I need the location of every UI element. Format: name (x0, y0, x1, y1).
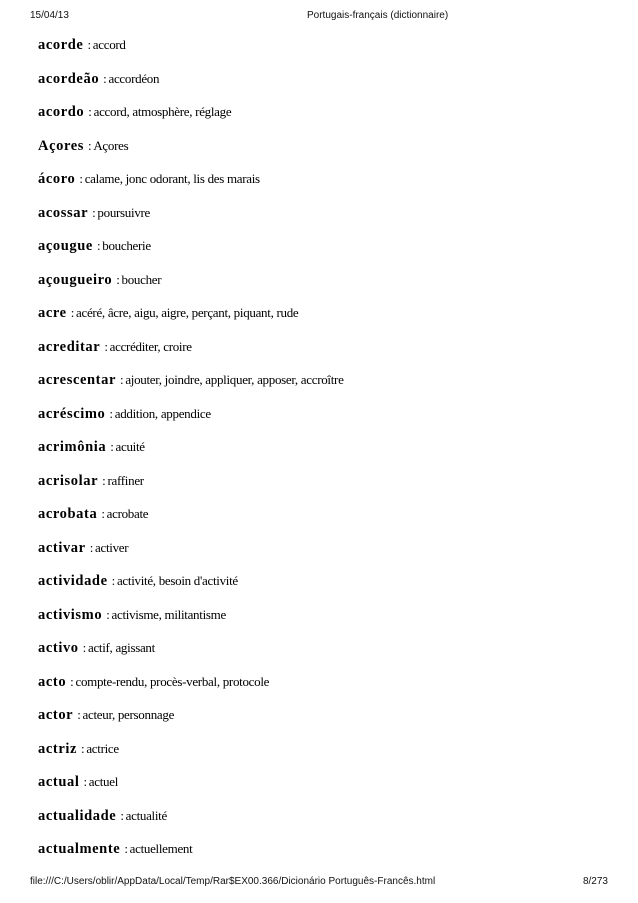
entry-headword: acrimônia (38, 439, 107, 455)
entry-translation: poursuivre (97, 204, 151, 220)
dictionary-entry (38, 807, 618, 841)
print-header (30, 10, 608, 26)
dictionary-entry (38, 505, 618, 539)
dictionary-entry (38, 304, 618, 338)
entry-headword: activar (38, 539, 86, 556)
entry-translation: raffiner (107, 472, 144, 488)
entry-translation: accord (92, 37, 126, 52)
entry-translation: addition, appendice (114, 405, 211, 421)
entry-headword: actriz (38, 740, 78, 757)
entry-translation: acéré, âcre, aigu, aigre, perçant, piquant, rude (76, 305, 299, 320)
dictionary-entry-list (38, 36, 618, 874)
entry-translation: boucher (121, 271, 162, 287)
entry-translation: activisme, militantisme (111, 606, 226, 622)
entry-separator: : (124, 841, 128, 856)
entry-separator: : (116, 271, 120, 287)
entry-translation: calame, jonc odorant, lis des marais (84, 171, 260, 186)
dictionary-entry (38, 438, 618, 472)
entry-headword: acrescentar (38, 372, 116, 388)
dictionary-entry (38, 572, 618, 606)
entry-headword: activismo (38, 606, 103, 623)
entry-separator: : (77, 707, 81, 722)
entry-separator: : (83, 774, 87, 789)
entry-headword: acre (38, 305, 67, 321)
entry-separator: : (104, 338, 108, 354)
entry-headword: activo (38, 640, 79, 656)
entry-headword: actual (38, 774, 80, 790)
dictionary-entry (38, 170, 618, 204)
entry-translation: accréditer, croire (109, 338, 192, 354)
page-number: 8/273 (582, 876, 608, 887)
entry-translation: accordéon (108, 70, 160, 86)
dictionary-entry (38, 371, 618, 405)
dictionary-entry (38, 740, 618, 774)
entry-separator: : (102, 472, 106, 488)
entry-headword: acordeão (38, 70, 100, 87)
print-date: 15/04/13 (30, 10, 69, 21)
dictionary-entry (38, 539, 618, 573)
entry-headword: Açores (38, 137, 85, 154)
entry-translation: actrice (86, 740, 119, 756)
document-title: Portugais-français (dictionnaire) (307, 10, 449, 21)
dictionary-entry (38, 639, 618, 673)
entry-translation: ajouter, joindre, appliquer, apposer, accroître (125, 372, 344, 387)
entry-separator: : (81, 740, 85, 756)
entry-translation: accord, atmosphère, réglage (93, 104, 232, 119)
entry-separator: : (88, 104, 92, 119)
dictionary-entry (38, 338, 618, 372)
entry-headword: açougueiro (38, 271, 113, 288)
dictionary-entry (38, 840, 618, 874)
entry-headword: acrisolar (38, 472, 99, 489)
entry-separator: : (88, 137, 92, 153)
dictionary-entry (38, 271, 618, 305)
entry-headword: açougue (38, 238, 93, 254)
entry-headword: acreditar (38, 338, 101, 355)
dictionary-entry (38, 36, 618, 70)
entry-headword: ácoro (38, 171, 76, 187)
entry-translation: actif, agissant (87, 640, 155, 655)
entry-translation: acuité (115, 439, 145, 454)
print-footer (30, 876, 608, 892)
entry-separator: : (92, 204, 96, 220)
entry-translation: compte-rendu, procès-verbal, protocole (75, 673, 270, 689)
entry-separator: : (70, 673, 74, 689)
entry-headword: acréscimo (38, 405, 106, 422)
entry-headword: actualidade (38, 807, 117, 824)
dictionary-entry (38, 673, 618, 707)
entry-translation: actuellement (129, 841, 193, 856)
entry-headword: actualmente (38, 841, 121, 857)
entry-translation: activer (95, 539, 129, 555)
file-path: file:///C:/Users/oblir/AppData/Local/Temp/Rar$EX00.366/Dicionário Português-Francês.html (30, 876, 436, 887)
dictionary-entry (38, 405, 618, 439)
dictionary-entry (38, 773, 618, 807)
dictionary-entry (38, 237, 618, 271)
entry-translation: actualité (125, 807, 167, 823)
entry-separator: : (70, 305, 75, 320)
dictionary-entry (38, 472, 618, 506)
dictionary-entry (38, 137, 618, 171)
entry-separator: : (103, 70, 107, 86)
entry-separator: : (111, 573, 115, 588)
dictionary-entry (38, 606, 618, 640)
dictionary-entry (38, 204, 618, 238)
entry-separator: : (110, 439, 114, 454)
entry-separator: : (96, 238, 101, 253)
dictionary-entry (38, 70, 618, 104)
dictionary-entry (38, 103, 618, 137)
entry-translation: activité, besoin d'activité (116, 573, 238, 588)
entry-separator: : (79, 171, 83, 186)
entry-separator: : (109, 405, 113, 421)
entry-translation: Açores (93, 137, 129, 153)
entry-separator: : (120, 807, 124, 823)
entry-headword: acordo (38, 104, 85, 120)
entry-separator: : (106, 606, 110, 622)
entry-headword: acossar (38, 204, 89, 221)
entry-headword: acrobata (38, 506, 98, 522)
entry-separator: : (82, 640, 86, 655)
dictionary-entry (38, 706, 618, 740)
entry-separator: : (101, 506, 105, 521)
entry-separator: : (87, 37, 91, 52)
entry-translation: actuel (88, 774, 119, 789)
entry-separator: : (89, 539, 93, 555)
entry-headword: actividade (38, 573, 108, 589)
entry-translation: acteur, personnage (82, 707, 175, 722)
entry-headword: acto (38, 673, 67, 690)
entry-headword: actor (38, 707, 74, 723)
entry-headword: acorde (38, 37, 84, 53)
entry-translation: acrobate (106, 506, 149, 521)
entry-separator: : (120, 372, 124, 387)
entry-translation: boucherie (102, 238, 151, 253)
